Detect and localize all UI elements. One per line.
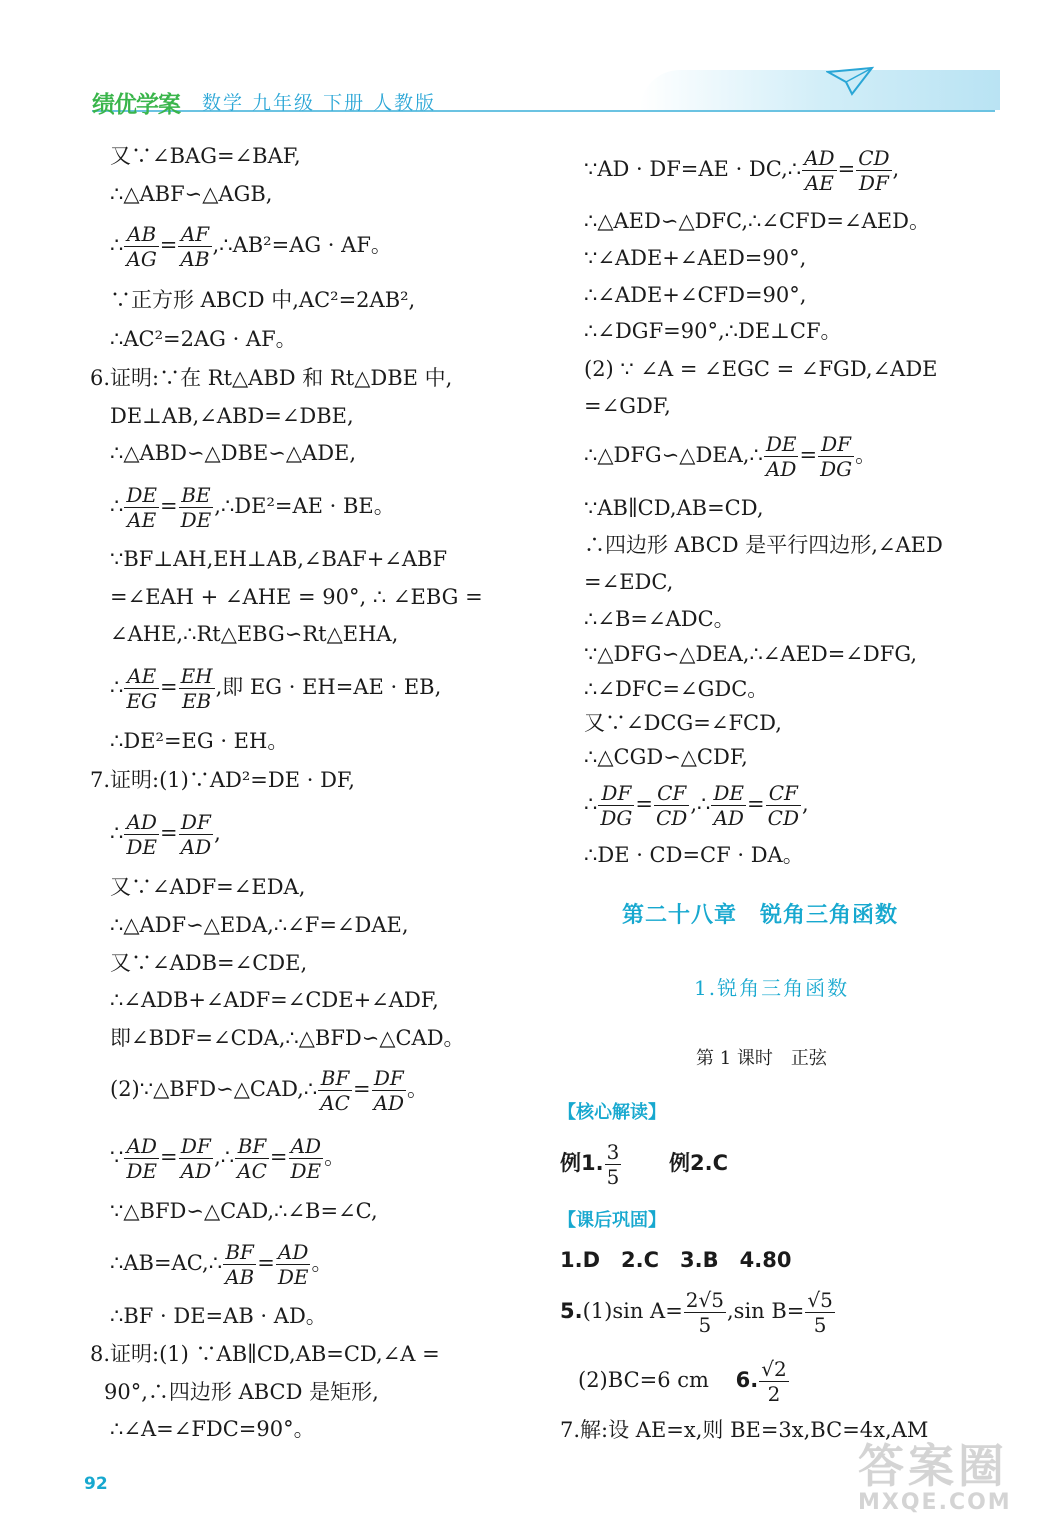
text-line: (2)∵△BFD∽△CAD,∴ $\frac{BF}{AC}$ = $\frac{DF}{AD}$ 。: [110, 1066, 429, 1115]
text-line: ∵∠ADE+∠AED=90°,: [584, 246, 807, 270]
text-line: ∴△ABD∽△DBE∽△ADE,: [110, 441, 357, 465]
text-line: ∴△ADF∽△EDA,∴∠F=∠DAE,: [110, 913, 409, 937]
text-line: ∠AHE,∴Rt△EBG∽Rt△EHA,: [110, 622, 399, 646]
fraction: $\frac{AD}{DE}$: [277, 1240, 309, 1289]
fraction: $\frac{DF}{DG}$: [600, 781, 633, 830]
text-line: ∵AB∥CD,AB=CD,: [584, 496, 764, 520]
answer-line: (2)BC=6 cm 6. $\frac{√2}{2}$: [578, 1357, 787, 1406]
text-line: =∠EAH + ∠AHE = 90°, ∴ ∠EBG =: [110, 585, 483, 609]
section-title: 1.锐角三角函数: [694, 976, 850, 1000]
fraction: $\frac{BE}{DE}$: [180, 483, 212, 532]
paper-plane-icon: [826, 66, 876, 98]
text-line: ∵△DFG∽△DEA,∴∠AED=∠DFG,: [584, 642, 918, 666]
fraction: $\frac{AD}{DE}$: [126, 1134, 158, 1183]
header-decoration: [640, 70, 1000, 110]
text-line: ∵正方形 ABCD 中,AC²=2AB²,: [110, 288, 416, 312]
text-line: ∵AD · DF=AE · DC,∴ $\frac{AD}{AE}$ = $\frac{CD}{DF}$ ,: [584, 146, 900, 195]
text-line: ∴ $\frac{DF}{DG}$ = $\frac{CF}{CD}$ ,∴ $\frac{DE}{AD}$ = $\frac{CF}{CD}$ ,: [584, 781, 809, 830]
watermark: 答案圈 MXQE.COM: [858, 1439, 1012, 1515]
text-line: ∴△CGD∽△CDF,: [584, 745, 748, 769]
fraction: $\frac{DE}{AD}$: [713, 781, 745, 830]
fraction: $\frac{DF}{DG}$: [820, 432, 853, 481]
text-line: 6.证明:∵在 Rt△ABD 和 Rt△DBE 中,: [90, 366, 453, 390]
text-line: 即∠BDF=∠CDA,∴△BFD∽△CAD。: [110, 1026, 465, 1050]
fraction: $\frac{AB}{AG}$: [126, 222, 157, 271]
fraction: $\frac{EH}{EB}$: [180, 664, 213, 713]
fraction: $\frac{AD}{DE}$: [290, 1134, 322, 1183]
page-header: [0, 0, 1046, 120]
fraction: $\frac{BF}{AB}$: [225, 1240, 255, 1289]
text-line: ∵ $\frac{AD}{DE}$ = $\frac{DF}{AD}$ ,∴ $\frac{BF}{AC}$ = $\frac{AD}{DE}$ 。: [110, 1134, 346, 1183]
fraction: $\frac{DF}{AD}$: [373, 1066, 405, 1115]
fraction: $\frac{AE}{EG}$: [126, 664, 157, 713]
lesson-title: 第 1 课时 正弦: [696, 1048, 827, 1069]
chapter-title: 第二十八章 锐角三角函数: [622, 903, 899, 928]
fraction: $\frac{AF}{AB}$: [180, 222, 210, 271]
fraction: $\frac{2√5}{5}$: [685, 1288, 724, 1337]
text-line: ∴DE²=EG · EH。: [110, 729, 289, 753]
fraction: $\frac{BF}{AC}$: [237, 1134, 267, 1183]
page-number: 92: [84, 1474, 108, 1494]
text-line: =∠EDC,: [584, 570, 674, 594]
text-line: ∴∠A=∠FDC=90°。: [110, 1417, 315, 1441]
fraction: $\frac{3}{5}$: [606, 1140, 620, 1189]
section-tag: 【核心解读】: [558, 1102, 666, 1123]
text-line: ∴DE · CD=CF · DA。: [584, 843, 804, 867]
text-line: ∴BF · DE=AB · AD。: [110, 1304, 327, 1328]
answer-line: 1.D 2.C 3.B 4.80: [560, 1248, 792, 1272]
fraction: $\frac{CD}{DF}$: [858, 146, 890, 195]
text-line: ∴AB=AC,∴ $\frac{BF}{AB}$ = $\frac{AD}{DE}$ 。: [110, 1240, 333, 1289]
answer-line: 7.解:设 AE=x,则 BE=3x,BC=4x,AM: [560, 1418, 929, 1442]
text-line: =∠GDF,: [584, 394, 671, 418]
text-line: ∴ $\frac{AE}{EG}$ = $\frac{EH}{EB}$ ,即 EG · EH=AE · EB,: [110, 664, 442, 713]
text-line: ∴△ABF∽△AGB,: [110, 182, 273, 206]
fraction: $\frac{BF}{AC}$: [320, 1066, 350, 1115]
text-line: ∴∠ADE+∠CFD=90°,: [584, 283, 807, 307]
fraction: $\frac{DF}{AD}$: [180, 1134, 212, 1183]
text-line: 又∵∠ADB=∠CDE,: [110, 951, 308, 975]
header-subject: 数学 九年级 下册 人教版: [202, 92, 437, 114]
section-tag: 【课后巩固】: [558, 1210, 666, 1231]
text-line: 90°,∴四边形 ABCD 是矩形,: [104, 1380, 379, 1404]
text-line: ∴ $\frac{AD}{DE}$ = $\frac{DF}{AD}$ ,: [110, 810, 221, 859]
text-line: ∴AC²=2AG · AF。: [110, 327, 297, 351]
fraction: $\frac{AD}{AE}$: [804, 146, 835, 195]
fraction: $\frac{DE}{AE}$: [126, 483, 158, 532]
text-line: 又∵∠DCG=∠FCD,: [584, 711, 782, 735]
text-line: ∴∠ADB+∠ADF=∠CDE+∠ADF,: [110, 988, 439, 1012]
text-line: 8.证明:(1) ∵AB∥CD,AB=CD,∠A =: [90, 1342, 440, 1366]
text-line: DE⊥AB,∠ABD=∠DBE,: [110, 404, 354, 428]
fraction: $\frac{CF}{CD}$: [767, 781, 799, 830]
fraction: $\frac{DE}{AD}$: [765, 432, 797, 481]
fraction: $\frac{CF}{CD}$: [656, 781, 688, 830]
answer-line: 5.(1)sin A= $\frac{2√5}{5}$ ,sin B= $\frac{√5}{5}$: [560, 1288, 833, 1337]
text-line: ∴∠DGF=90°,∴DE⊥CF。: [584, 319, 842, 343]
fraction: $\frac{AD}{DE}$: [126, 810, 158, 859]
text-line: ∴∠B=∠ADC。: [584, 607, 735, 631]
text-line: ∴ $\frac{AB}{AG}$ = $\frac{AF}{AB}$ ,∴AB²=AG · AF。: [110, 222, 392, 271]
text-line: 7.证明:(1)∵AD²=DE · DF,: [90, 768, 355, 792]
text-line: (2) ∵ ∠A = ∠EGC = ∠FGD,∠ADE: [584, 357, 938, 381]
text-line: ∵BF⊥AH,EH⊥AB,∠BAF+∠ABF: [110, 547, 448, 571]
text-line: ∴四边形 ABCD 是平行四边形,∠AED: [584, 533, 943, 557]
answer-line: 例1. $\frac{3}{5}$ 例2.C: [560, 1140, 729, 1189]
fraction: $\frac{√5}{5}$: [807, 1288, 833, 1337]
text-line: ∴ $\frac{DE}{AE}$ = $\frac{BE}{DE}$ ,∴DE²=AE · BE。: [110, 483, 395, 532]
text-line: 又∵∠ADF=∠EDA,: [110, 875, 306, 899]
fraction: $\frac{√2}{2}$: [761, 1357, 787, 1406]
text-line: 又∵∠BAG=∠BAF,: [110, 144, 301, 168]
text-line: ∴∠DFC=∠GDC。: [584, 677, 769, 701]
text-line: ∴△AED∽△DFC,∴∠CFD=∠AED。: [584, 209, 930, 233]
brand-logo: 绩优学案: [92, 92, 180, 118]
text-line: ∴△DFG∽△DEA,∴ $\frac{DE}{AD}$ = $\frac{DF}{DG}$ 。: [584, 432, 877, 481]
text-line: ∵△BFD∽△CAD,∴∠B=∠C,: [110, 1199, 378, 1223]
fraction: $\frac{DF}{AD}$: [180, 810, 212, 859]
